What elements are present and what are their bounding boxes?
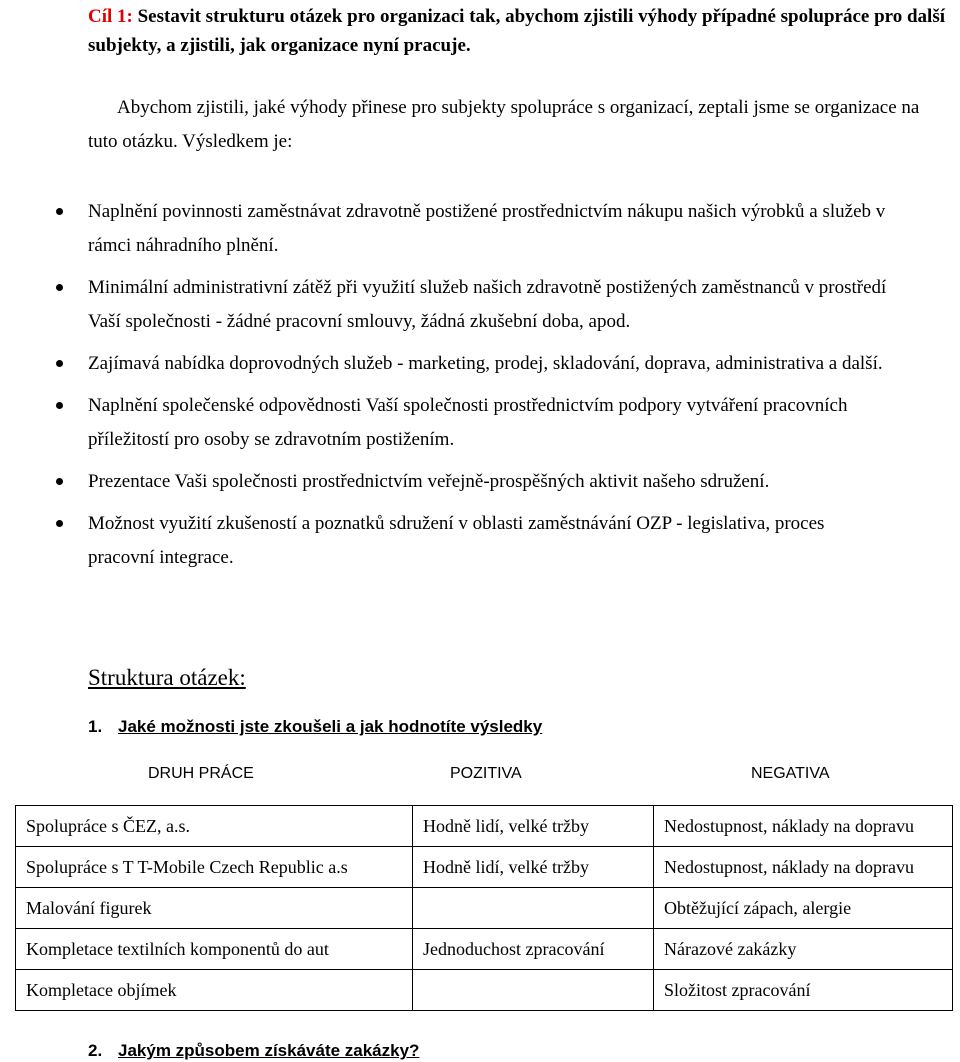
list-item xyxy=(0,389,888,457)
bullet-icon xyxy=(56,402,63,409)
table-column-headers xyxy=(0,765,960,789)
table-cell xyxy=(413,970,654,1011)
table-cell: Malování figurek xyxy=(16,888,413,929)
table-cell: Složitost zpracování xyxy=(654,970,953,1011)
table-cell xyxy=(413,888,654,929)
intro-text: Abychom zjistili, jaké výhody přinese pro subjekty spolupráce s organizací, zeptali jsme se organizace na tuto otázku. Výsledkem je: xyxy=(88,97,920,152)
list-item xyxy=(0,507,888,575)
column-header-negatives: NEGATIVA xyxy=(751,765,830,782)
question-2-heading xyxy=(88,1040,419,1062)
table-row xyxy=(16,847,953,888)
structure-heading: Struktura otázek: xyxy=(88,665,246,690)
list-item xyxy=(0,347,888,381)
column-header-positives: POZITIVA xyxy=(450,765,522,782)
bullet-icon xyxy=(56,520,63,527)
goal-text: Sestavit strukturu otázek pro organizaci tak, abychom zjistili výhody případné spolupráce pro další subjekty, a zjistili, jak organizace nyní pracuje. xyxy=(88,6,945,56)
list-item xyxy=(0,465,888,499)
table-cell: Kompletace objímek xyxy=(16,970,413,1011)
bullet-icon xyxy=(56,360,63,367)
table-cell: Hodně lidí, velké tržby xyxy=(413,806,654,847)
table-cell: Kompletace textilních komponentů do aut xyxy=(16,929,413,970)
list-item-text: Zajímavá nabídka doprovodných služeb - marketing, prodej, skladování, doprava, administrativa a další. xyxy=(88,353,883,374)
list-item xyxy=(0,271,888,339)
list-item-text: Prezentace Vaši společnosti prostřednictvím veřejně-prospěšných aktivit našeho sdružení. xyxy=(88,471,770,492)
table-cell: Jednoduchost zpracování xyxy=(413,929,654,970)
table-row xyxy=(16,929,953,970)
question-number: 2. xyxy=(88,1041,103,1060)
list-item xyxy=(0,195,888,263)
table-cell: Nedostupnost, náklady na dopravu xyxy=(654,806,953,847)
intro-paragraph xyxy=(88,91,948,159)
table-row xyxy=(16,970,953,1011)
list-item-text: Naplnění společenské odpovědnosti Vaší společnosti prostřednictvím podpory vytváření pracovních příležitostí pro osoby se zdravotním postižením. xyxy=(88,395,848,450)
bullet-icon xyxy=(56,284,63,291)
question-text: Jaké možnosti jste zkoušeli a jak hodnotíte výsledky xyxy=(118,717,543,736)
column-header-work-type: DRUH PRÁCE xyxy=(148,765,254,782)
bullet-icon xyxy=(56,478,63,485)
table-cell: Spolupráce s T T-Mobile Czech Republic a.s xyxy=(16,847,413,888)
benefits-list xyxy=(0,195,960,583)
table-cell: Spolupráce s ČEZ, a.s. xyxy=(16,806,413,847)
table-cell: Obtěžující zápach, alergie xyxy=(654,888,953,929)
bullet-icon xyxy=(56,208,63,215)
goal-paragraph xyxy=(88,2,948,60)
table-cell: Hodně lidí, velké tržby xyxy=(413,847,654,888)
table-cell: Nedostupnost, náklady na dopravu xyxy=(654,847,953,888)
question-number: 1. xyxy=(88,717,103,736)
table-row xyxy=(16,888,953,929)
goal-label: Cíl 1: xyxy=(88,6,133,27)
list-item-text: Minimální administrativní zátěž při využití služeb našich zdravotně postižených zaměstnanců v prostředí Vaší společnosti - žádné pracovní smlouvy, žádná zkušební doba, apod. xyxy=(88,277,887,332)
list-item-text: Možnost využití zkušeností a poznatků sdružení v oblasti zaměstnávání OZP - legislativa, proces pracovní integrace. xyxy=(88,513,825,568)
table-row xyxy=(16,806,953,847)
evaluation-table xyxy=(15,805,953,1011)
table-cell: Nárazové zakázky xyxy=(654,929,953,970)
list-item-text: Naplnění povinnosti zaměstnávat zdravotně postižené prostřednictvím nákupu našich výrobků a služeb v rámci náhradního plnění. xyxy=(88,201,886,256)
question-text: Jakým způsobem získáváte zakázky? xyxy=(118,1041,420,1060)
question-1-heading xyxy=(88,716,542,738)
